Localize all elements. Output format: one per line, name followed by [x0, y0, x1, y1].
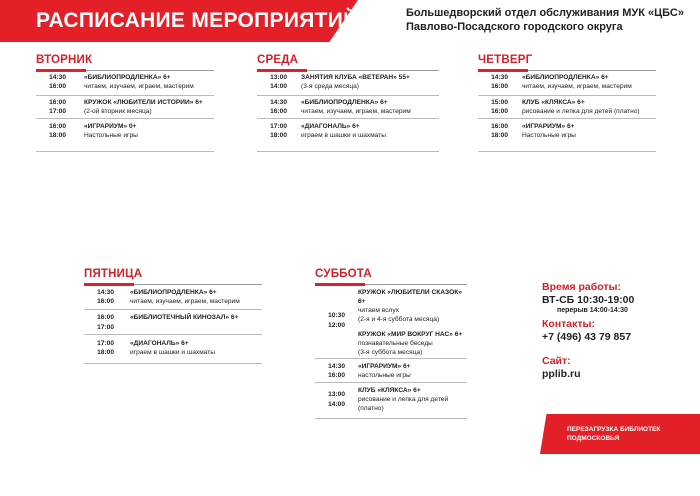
site-label: Сайт: — [542, 355, 571, 367]
event-title: КРУЖОК «МИР ВОКРУГ НАС» 6+ — [358, 331, 463, 338]
event-row — [36, 96, 214, 119]
event-description: читаем, изучаем, играем, мастерим — [130, 298, 240, 305]
event-start-time: 17:00 — [270, 123, 287, 130]
event-description: (2-я и 4-я суббота месяца) — [358, 316, 440, 323]
event-end-time: 16:00 — [491, 108, 508, 115]
day-title: ЧЕТВЕРГ — [478, 54, 533, 66]
event-description: познавательные беседы — [358, 340, 433, 347]
event-end-time: 18:00 — [97, 349, 114, 356]
event-description: рисование и лепка для детей (платно) — [522, 108, 640, 115]
event-start-time: 13:00 — [328, 391, 345, 398]
day-saturday — [315, 268, 467, 420]
event-start-time: 17:00 — [97, 340, 114, 347]
event-end-time: 16:00 — [328, 372, 345, 379]
day-thursday — [478, 54, 656, 154]
working-hours-value: ВТ-СБ 10:30-19:00 — [542, 294, 635, 306]
event-description: Настольные игры — [522, 132, 576, 139]
event-start-time: 13:00 — [270, 74, 287, 81]
org-line-1: Большедворский отдел обслуживания МУК «ЦБС» — [406, 7, 684, 19]
event-end-time: 16:00 — [97, 298, 114, 305]
event-description: (3-я суббота месяца) — [358, 349, 423, 356]
event-start-time: 10:30 — [328, 312, 345, 319]
org-line-2: Павлово-Посадского городского округа — [406, 21, 623, 33]
day-title: ПЯТНИЦА — [84, 268, 143, 280]
event-end-time: 18:00 — [270, 132, 287, 139]
event-row — [315, 285, 467, 359]
event-end-time: 18:00 — [49, 132, 66, 139]
event-title: «БИБЛИОПРОДЛЕНКА» 6+ — [522, 74, 609, 81]
day-wednesday — [257, 54, 439, 154]
event-title: «ДИАГОНАЛЬ» 6+ — [130, 340, 189, 347]
day-title: СРЕДА — [257, 54, 299, 66]
footer-slogan — [567, 425, 660, 443]
event-title: «БИБЛИОТЕЧНЫЙ КИНОЗАЛ» 6+ — [130, 314, 239, 321]
event-description: играем в шашки и шахматы — [130, 349, 216, 356]
footer-line-2: ПОДМОСКОВЬЯ — [567, 435, 620, 442]
event-end-time: 14:00 — [328, 401, 345, 408]
event-description: рисование и лепка для детей — [358, 396, 449, 403]
event-row — [36, 119, 214, 152]
event-start-time: 14:30 — [270, 99, 287, 106]
event-start-time: 15:00 — [491, 99, 508, 106]
event-title: КЛУБ «КЛЯКСА» 6+ — [358, 387, 421, 394]
event-start-time: 14:30 — [491, 74, 508, 81]
event-title: КЛУБ «КЛЯКСА» 6+ — [522, 99, 585, 106]
event-end-time: 16:00 — [491, 83, 508, 90]
event-end-time: 17:00 — [49, 108, 66, 115]
event-start-time: 14:30 — [97, 289, 114, 296]
event-title: ЗАНЯТИЯ КЛУБА «ВЕТЕРАН» 55+ — [301, 74, 410, 81]
event-row — [257, 71, 439, 96]
event-end-time: 16:00 — [270, 108, 287, 115]
day-tuesday — [36, 54, 214, 154]
footer-line-1: ПЕРЕЗАГРУЗКА БИБЛИОТЕК — [567, 426, 661, 433]
event-row — [36, 71, 214, 96]
event-title: «ИГРАРИУМ» 6+ — [358, 363, 411, 370]
event-start-time: 16:00 — [97, 314, 114, 321]
event-title: КРУЖОК «ЛЮБИТЕЛИ ИСТОРИИ» 6+ — [84, 99, 203, 106]
event-start-time: 14:30 — [328, 363, 345, 370]
event-start-time: 16:00 — [49, 99, 66, 106]
event-row — [84, 335, 262, 364]
event-title: «БИБЛИОПРОДЛЕНКА» 6+ — [301, 99, 388, 106]
event-end-time: 18:00 — [491, 132, 508, 139]
day-title: СУББОТА — [315, 268, 372, 280]
event-description: (3-я среда месяца) — [301, 83, 360, 90]
day-title: ВТОРНИК — [36, 54, 93, 66]
event-title: «ИГРАРИУМ» 0+ — [84, 123, 137, 130]
event-end-time: 14:00 — [270, 83, 287, 90]
site-link[interactable]: pplib.ru — [542, 368, 581, 380]
day-friday — [84, 268, 262, 368]
working-hours-label: Время работы: — [542, 281, 622, 293]
event-row — [84, 285, 262, 310]
event-description: играем в шашки и шахматы — [301, 132, 387, 139]
event-start-time: 16:00 — [49, 123, 66, 130]
event-row — [478, 71, 656, 96]
event-row — [257, 96, 439, 119]
event-description: читаем, изучаем, играем, мастерим — [84, 83, 194, 90]
event-title: «ИГРАРИУМ» 6+ — [522, 123, 575, 130]
event-row — [315, 383, 467, 419]
event-description: (платно) — [358, 405, 384, 412]
phone-number[interactable]: +7 (496) 43 79 857 — [542, 331, 632, 343]
event-row — [257, 119, 439, 152]
event-description: Настольные игры — [84, 132, 138, 139]
event-title: «БИБЛИОПРОДЛЕНКА» 6+ — [84, 74, 171, 81]
event-description: читаем, изучаем, играем, мастерим — [522, 83, 632, 90]
event-row — [84, 310, 262, 335]
event-title: «ДИАГОНАЛЬ» 6+ — [301, 123, 360, 130]
event-end-time: 17:00 — [97, 324, 114, 331]
break-time: перерыв 14:00-14:30 — [557, 307, 628, 314]
event-row — [478, 119, 656, 152]
event-description: (2-ой вторник месяца) — [84, 108, 152, 115]
event-start-time: 14:30 — [49, 74, 66, 81]
event-description: читаем, изучаем, играем, мастерим — [301, 108, 411, 115]
event-start-time: 16:00 — [491, 123, 508, 130]
organization-name — [406, 6, 684, 34]
event-title: «БИБЛИОПРОДЛЕНКА» 6+ — [130, 289, 217, 296]
event-row — [478, 96, 656, 119]
event-row — [315, 359, 467, 383]
event-description: читаем вслух — [358, 307, 399, 314]
event-end-time: 12:00 — [328, 322, 345, 329]
event-title: КРУЖОК «ЛЮБИТЕЛИ СКАЗОК» 6+ — [358, 289, 462, 305]
event-description: настольные игры — [358, 372, 411, 379]
contacts-label: Контакты: — [542, 318, 596, 330]
event-end-time: 16:00 — [49, 83, 66, 90]
page-title: РАСПИСАНИЕ МЕРОПРИЯТИЙ — [36, 9, 359, 32]
